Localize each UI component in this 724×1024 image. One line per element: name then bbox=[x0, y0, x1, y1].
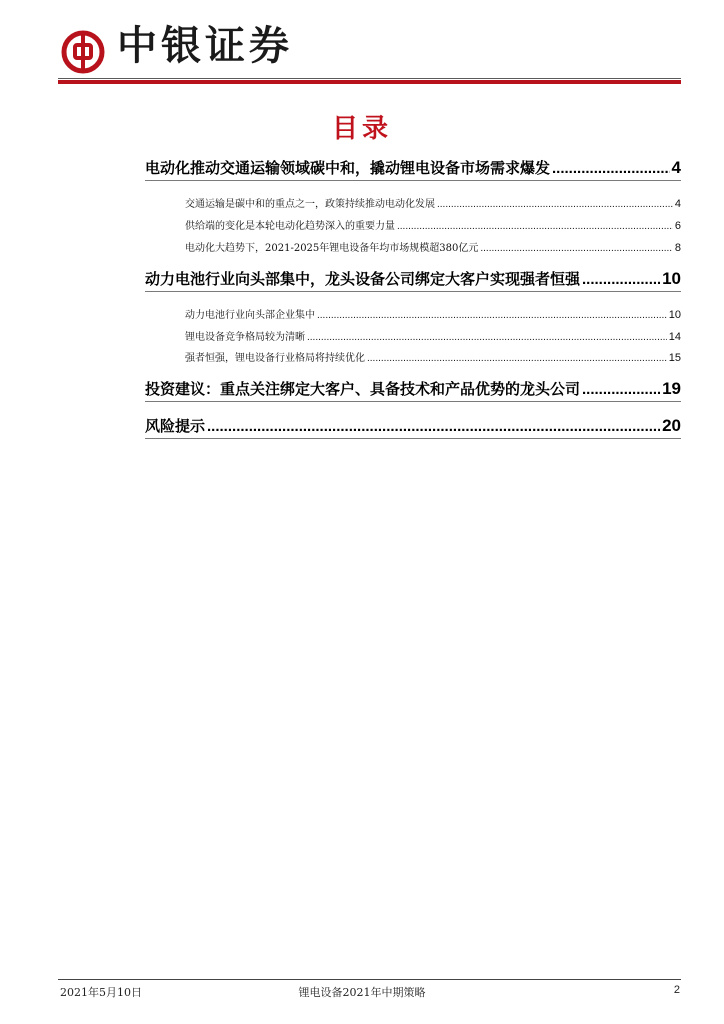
toc-subsection-2-1[interactable] bbox=[185, 306, 681, 320]
toc-leader bbox=[582, 271, 660, 288]
toc-page-number: 20 bbox=[662, 416, 681, 435]
toc-page-number: 10 bbox=[662, 269, 681, 288]
toc-page-number: 6 bbox=[674, 220, 681, 231]
toc-leader bbox=[437, 199, 673, 209]
toc-section-1[interactable] bbox=[145, 157, 681, 177]
toc-leader bbox=[317, 310, 667, 320]
toc-section-title: 风险提示 bbox=[145, 417, 206, 435]
toc-section-title: 电动化推动交通运输领域碳中和，撬动锂电设备市场需求爆发 bbox=[145, 159, 551, 177]
toc-page-number: 19 bbox=[662, 379, 681, 398]
toc-subsection-title: 动力电池行业向头部企业集中 bbox=[185, 310, 315, 320]
toc-subsection-2-2[interactable] bbox=[185, 328, 681, 342]
toc-leader bbox=[207, 418, 660, 435]
toc-leader bbox=[480, 243, 673, 253]
toc-leader bbox=[367, 353, 667, 363]
toc-subsection-2-3[interactable] bbox=[185, 349, 681, 363]
toc-section-4[interactable] bbox=[145, 415, 681, 435]
toc-leader bbox=[397, 221, 673, 231]
toc-subsection-title: 锂电设备竞争格局较为清晰 bbox=[185, 332, 305, 342]
toc-subsection-1-1[interactable] bbox=[185, 195, 681, 209]
footer-report-title: 锂电设备2021年中期策略 bbox=[298, 986, 426, 999]
toc-page-number: 15 bbox=[668, 352, 681, 363]
toc-subsection-1-2[interactable] bbox=[185, 217, 681, 231]
toc-divider bbox=[145, 438, 681, 439]
toc-section-3[interactable] bbox=[145, 378, 681, 398]
toc-divider bbox=[145, 180, 681, 181]
toc-divider bbox=[145, 401, 681, 402]
toc-leader bbox=[582, 381, 660, 398]
toc-page-number: 8 bbox=[674, 242, 681, 253]
page-header bbox=[0, 0, 724, 90]
footer-page-number: 2 bbox=[673, 984, 680, 996]
brand-name: 中银证券 bbox=[117, 22, 293, 69]
header-divider bbox=[58, 78, 681, 79]
bank-of-china-logo-icon bbox=[61, 30, 105, 74]
toc-subsection-title: 电动化大趋势下，2021-2025年锂电设备年均市场规模超380亿元 bbox=[185, 243, 479, 253]
toc-title: 目录 bbox=[331, 114, 392, 144]
toc-leader bbox=[307, 332, 667, 342]
toc-section-2[interactable] bbox=[145, 268, 681, 288]
toc-section-title: 动力电池行业向头部集中，龙头设备公司绑定大客户实现强者恒强 bbox=[145, 270, 581, 288]
toc-leader bbox=[552, 160, 670, 177]
toc-page-number: 4 bbox=[671, 158, 681, 177]
toc-page-number: 4 bbox=[674, 198, 681, 209]
header-accent-bar bbox=[58, 80, 681, 84]
toc-page-number: 10 bbox=[668, 309, 681, 320]
toc-section-title: 投资建议：重点关注绑定大客户、具备技术和产品优势的龙头公司 bbox=[145, 380, 581, 398]
toc-divider bbox=[145, 291, 681, 292]
footer-divider bbox=[58, 979, 681, 980]
toc-subsection-title: 供给端的变化是本轮电动化趋势深入的重要力量 bbox=[185, 221, 395, 231]
toc-subsection-title: 强者恒强，锂电设备行业格局将持续优化 bbox=[185, 353, 365, 363]
toc-page-number: 14 bbox=[668, 331, 681, 342]
toc-subsection-1-3[interactable] bbox=[185, 239, 681, 253]
footer-date: 2021年5月10日 bbox=[60, 986, 142, 999]
toc-subsection-title: 交通运输是碳中和的重点之一，政策持续推动电动化发展 bbox=[185, 199, 435, 209]
